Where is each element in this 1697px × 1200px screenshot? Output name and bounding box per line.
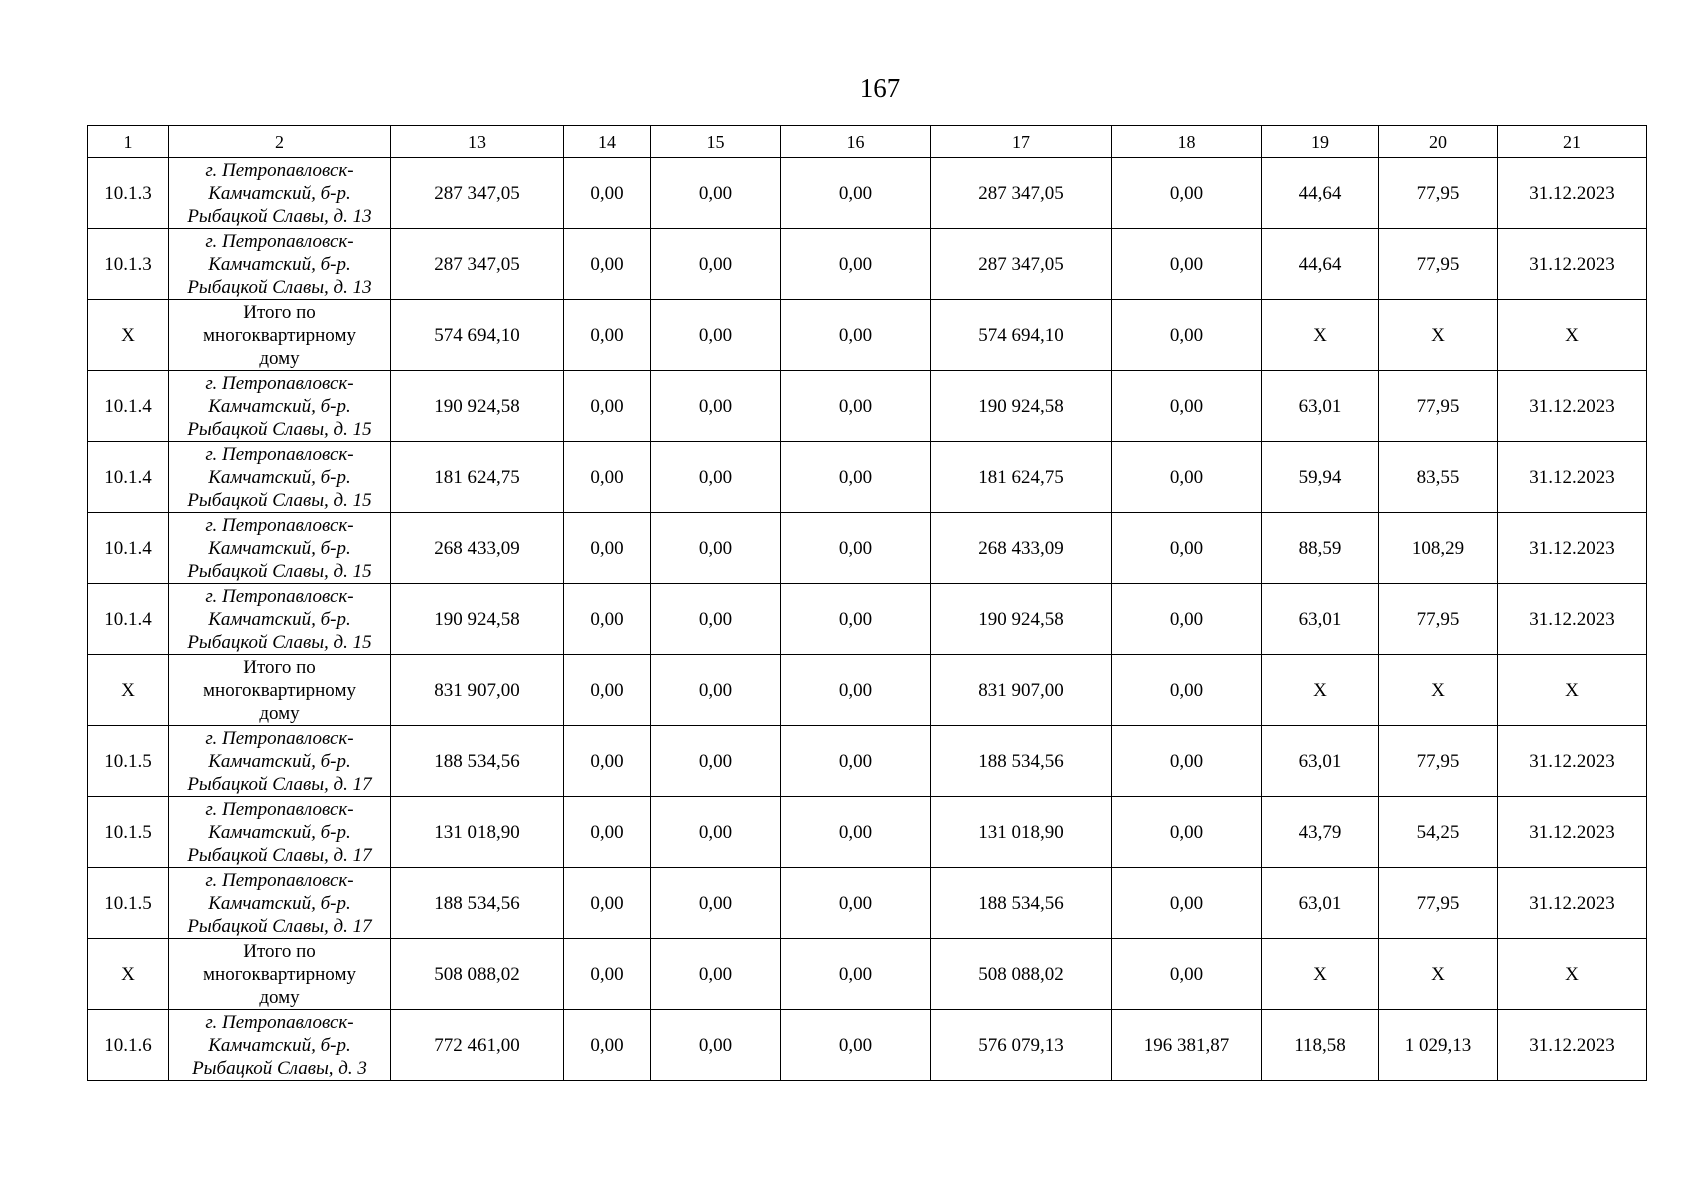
value-cell-21: 31.12.2023 <box>1498 726 1647 797</box>
value-cell-13: 190 924,58 <box>391 371 564 442</box>
value-cell-15: 0,00 <box>651 868 781 939</box>
value-cell-13: 188 534,56 <box>391 868 564 939</box>
value-cell-20: 1 029,13 <box>1379 1010 1498 1081</box>
total-row <box>88 300 1647 371</box>
header-row <box>88 126 1647 158</box>
page-number: 167 <box>859 73 901 103</box>
value-cell-17: 181 624,75 <box>931 442 1112 513</box>
address-cell <box>169 797 391 868</box>
table-body <box>88 126 1647 1081</box>
value-cell-21: 31.12.2023 <box>1498 513 1647 584</box>
address-line: Камчатский, б-р. <box>208 466 351 488</box>
table-row <box>88 797 1647 868</box>
value-cell-21: 31.12.2023 <box>1498 797 1647 868</box>
value-cell-18: 0,00 <box>1112 584 1262 655</box>
value-cell-19: 59,94 <box>1262 442 1379 513</box>
value-cell-16: 0,00 <box>781 868 931 939</box>
address-line: многоквартирному <box>203 324 356 346</box>
value-cell-17: 190 924,58 <box>931 584 1112 655</box>
value-cell-16: 0,00 <box>781 797 931 868</box>
value-cell-16: 0,00 <box>781 655 931 726</box>
address-line: Рыбацкой Славы, д. 17 <box>187 915 372 937</box>
total-label-cell <box>169 939 391 1010</box>
value-cell-18: 0,00 <box>1112 158 1262 229</box>
address-line: Рыбацкой Славы, д. 17 <box>187 844 372 866</box>
row-code-cell: 10.1.5 <box>88 726 169 797</box>
address-cell <box>169 513 391 584</box>
column-header: 18 <box>1112 126 1262 158</box>
address-line: г. Петропавловск- <box>205 230 354 252</box>
value-cell-21: 31.12.2023 <box>1498 229 1647 300</box>
value-cell-21: 31.12.2023 <box>1498 868 1647 939</box>
value-cell-16: 0,00 <box>781 158 931 229</box>
table-row <box>88 158 1647 229</box>
value-cell-15: 0,00 <box>651 726 781 797</box>
address-line: Рыбацкой Славы, д. 13 <box>187 205 372 227</box>
address-line: Камчатский, б-р. <box>208 1034 351 1056</box>
column-header: 14 <box>564 126 651 158</box>
value-cell-19: 63,01 <box>1262 584 1379 655</box>
value-cell-19: 118,58 <box>1262 1010 1379 1081</box>
value-cell-17: 188 534,56 <box>931 868 1112 939</box>
address-line: многоквартирному <box>203 963 356 985</box>
row-code-cell: 10.1.4 <box>88 584 169 655</box>
value-cell-16: 0,00 <box>781 513 931 584</box>
total-label-cell <box>169 655 391 726</box>
value-cell-16: 0,00 <box>781 229 931 300</box>
value-cell-13: 268 433,09 <box>391 513 564 584</box>
address-line: Рыбацкой Славы, д. 3 <box>192 1057 367 1079</box>
column-header: 2 <box>169 126 391 158</box>
column-header: 1 <box>88 126 169 158</box>
value-cell-17: 287 347,05 <box>931 158 1112 229</box>
row-code-cell: 10.1.3 <box>88 158 169 229</box>
value-cell-14: 0,00 <box>564 158 651 229</box>
value-cell-17: 131 018,90 <box>931 797 1112 868</box>
value-cell-20: 108,29 <box>1379 513 1498 584</box>
value-cell-20: 54,25 <box>1379 797 1498 868</box>
value-cell-13: 188 534,56 <box>391 726 564 797</box>
row-code-cell: X <box>88 300 169 371</box>
address-line: г. Петропавловск- <box>205 443 354 465</box>
address-line: г. Петропавловск- <box>205 869 354 891</box>
value-cell-20: 77,95 <box>1379 868 1498 939</box>
value-cell-19: 43,79 <box>1262 797 1379 868</box>
value-cell-15: 0,00 <box>651 1010 781 1081</box>
address-line: Рыбацкой Славы, д. 15 <box>187 489 372 511</box>
value-cell-14: 0,00 <box>564 300 651 371</box>
total-label-cell <box>169 300 391 371</box>
value-cell-15: 0,00 <box>651 300 781 371</box>
data-table <box>87 125 1647 1081</box>
value-cell-20: 77,95 <box>1379 158 1498 229</box>
value-cell-20: 77,95 <box>1379 584 1498 655</box>
value-cell-14: 0,00 <box>564 726 651 797</box>
value-cell-13: 287 347,05 <box>391 158 564 229</box>
value-cell-20: 77,95 <box>1379 726 1498 797</box>
value-cell-14: 0,00 <box>564 584 651 655</box>
value-cell-17: 576 079,13 <box>931 1010 1112 1081</box>
total-row <box>88 939 1647 1010</box>
address-cell <box>169 868 391 939</box>
table-row <box>88 584 1647 655</box>
value-cell-16: 0,00 <box>781 726 931 797</box>
address-line: Камчатский, б-р. <box>208 182 351 204</box>
value-cell-21: 31.12.2023 <box>1498 584 1647 655</box>
row-code-cell: X <box>88 655 169 726</box>
value-cell-14: 0,00 <box>564 939 651 1010</box>
value-cell-15: 0,00 <box>651 371 781 442</box>
column-header: 21 <box>1498 126 1647 158</box>
value-cell-17: 831 907,00 <box>931 655 1112 726</box>
column-header: 20 <box>1379 126 1498 158</box>
value-cell-21: 31.12.2023 <box>1498 158 1647 229</box>
row-code-cell: 10.1.4 <box>88 513 169 584</box>
column-header: 16 <box>781 126 931 158</box>
value-cell-18: 0,00 <box>1112 300 1262 371</box>
value-cell-19: 44,64 <box>1262 229 1379 300</box>
value-cell-13: 574 694,10 <box>391 300 564 371</box>
table-row <box>88 868 1647 939</box>
value-cell-15: 0,00 <box>651 584 781 655</box>
address-line: Итого по <box>243 656 316 678</box>
value-cell-14: 0,00 <box>564 513 651 584</box>
value-cell-18: 0,00 <box>1112 513 1262 584</box>
address-cell <box>169 584 391 655</box>
value-cell-18: 0,00 <box>1112 655 1262 726</box>
address-line: Итого по <box>243 301 316 323</box>
value-cell-17: 268 433,09 <box>931 513 1112 584</box>
value-cell-18: 0,00 <box>1112 229 1262 300</box>
value-cell-13: 287 347,05 <box>391 229 564 300</box>
total-row <box>88 655 1647 726</box>
address-line: Итого по <box>243 940 316 962</box>
address-line: Рыбацкой Славы, д. 15 <box>187 560 372 582</box>
value-cell-19: X <box>1262 939 1379 1010</box>
value-cell-15: 0,00 <box>651 229 781 300</box>
value-cell-14: 0,00 <box>564 1010 651 1081</box>
value-cell-20: 77,95 <box>1379 229 1498 300</box>
value-cell-14: 0,00 <box>564 229 651 300</box>
row-code-cell: 10.1.5 <box>88 797 169 868</box>
value-cell-21: X <box>1498 939 1647 1010</box>
address-line: г. Петропавловск- <box>205 585 354 607</box>
row-code-cell: 10.1.3 <box>88 229 169 300</box>
address-line: Камчатский, б-р. <box>208 821 351 843</box>
value-cell-20: X <box>1379 655 1498 726</box>
value-cell-14: 0,00 <box>564 371 651 442</box>
address-line: г. Петропавловск- <box>205 514 354 536</box>
value-cell-20: 77,95 <box>1379 371 1498 442</box>
value-cell-15: 0,00 <box>651 939 781 1010</box>
value-cell-16: 0,00 <box>781 442 931 513</box>
table-row <box>88 513 1647 584</box>
address-line: г. Петропавловск- <box>205 727 354 749</box>
table-row <box>88 371 1647 442</box>
value-cell-15: 0,00 <box>651 797 781 868</box>
address-cell <box>169 371 391 442</box>
value-cell-14: 0,00 <box>564 655 651 726</box>
address-line: Рыбацкой Славы, д. 13 <box>187 276 372 298</box>
value-cell-21: 31.12.2023 <box>1498 1010 1647 1081</box>
row-code-cell: 10.1.4 <box>88 371 169 442</box>
value-cell-18: 0,00 <box>1112 797 1262 868</box>
value-cell-16: 0,00 <box>781 371 931 442</box>
address-line: Камчатский, б-р. <box>208 253 351 275</box>
value-cell-21: X <box>1498 655 1647 726</box>
address-line: г. Петропавловск- <box>205 798 354 820</box>
table-row <box>88 1010 1647 1081</box>
address-line: Камчатский, б-р. <box>208 395 351 417</box>
value-cell-15: 0,00 <box>651 442 781 513</box>
row-code-cell: 10.1.6 <box>88 1010 169 1081</box>
value-cell-13: 508 088,02 <box>391 939 564 1010</box>
address-line: Камчатский, б-р. <box>208 608 351 630</box>
address-line: дому <box>259 986 300 1008</box>
value-cell-19: 63,01 <box>1262 726 1379 797</box>
value-cell-15: 0,00 <box>651 655 781 726</box>
address-line: Камчатский, б-р. <box>208 537 351 559</box>
value-cell-18: 0,00 <box>1112 868 1262 939</box>
row-code-cell: 10.1.4 <box>88 442 169 513</box>
value-cell-14: 0,00 <box>564 868 651 939</box>
value-cell-19: X <box>1262 300 1379 371</box>
address-cell <box>169 158 391 229</box>
value-cell-19: 88,59 <box>1262 513 1379 584</box>
value-cell-20: X <box>1379 939 1498 1010</box>
value-cell-18: 0,00 <box>1112 726 1262 797</box>
address-cell <box>169 726 391 797</box>
address-line: г. Петропавловск- <box>205 372 354 394</box>
value-cell-18: 0,00 <box>1112 939 1262 1010</box>
value-cell-14: 0,00 <box>564 797 651 868</box>
value-cell-17: 190 924,58 <box>931 371 1112 442</box>
value-cell-19: X <box>1262 655 1379 726</box>
row-code-cell: X <box>88 939 169 1010</box>
address-line: дому <box>259 347 300 369</box>
value-cell-13: 190 924,58 <box>391 584 564 655</box>
value-cell-21: X <box>1498 300 1647 371</box>
value-cell-19: 63,01 <box>1262 371 1379 442</box>
value-cell-13: 131 018,90 <box>391 797 564 868</box>
address-line: г. Петропавловск- <box>205 159 354 181</box>
value-cell-19: 44,64 <box>1262 158 1379 229</box>
value-cell-13: 181 624,75 <box>391 442 564 513</box>
address-line: дому <box>259 702 300 724</box>
address-line: Камчатский, б-р. <box>208 750 351 772</box>
value-cell-15: 0,00 <box>651 158 781 229</box>
value-cell-16: 0,00 <box>781 939 931 1010</box>
row-code-cell: 10.1.5 <box>88 868 169 939</box>
value-cell-13: 772 461,00 <box>391 1010 564 1081</box>
value-cell-18: 0,00 <box>1112 442 1262 513</box>
value-cell-17: 508 088,02 <box>931 939 1112 1010</box>
value-cell-15: 0,00 <box>651 513 781 584</box>
value-cell-16: 0,00 <box>781 584 931 655</box>
address-line: Рыбацкой Славы, д. 15 <box>187 631 372 653</box>
value-cell-17: 574 694,10 <box>931 300 1112 371</box>
address-line: г. Петропавловск- <box>205 1011 354 1033</box>
value-cell-18: 0,00 <box>1112 371 1262 442</box>
value-cell-20: 83,55 <box>1379 442 1498 513</box>
address-cell <box>169 442 391 513</box>
address-cell <box>169 229 391 300</box>
address-line: Камчатский, б-р. <box>208 892 351 914</box>
address-line: Рыбацкой Славы, д. 17 <box>187 773 372 795</box>
value-cell-16: 0,00 <box>781 1010 931 1081</box>
table-row <box>88 442 1647 513</box>
address-cell <box>169 1010 391 1081</box>
value-cell-17: 188 534,56 <box>931 726 1112 797</box>
address-line: многоквартирному <box>203 679 356 701</box>
value-cell-21: 31.12.2023 <box>1498 442 1647 513</box>
value-cell-21: 31.12.2023 <box>1498 371 1647 442</box>
column-header: 17 <box>931 126 1112 158</box>
value-cell-14: 0,00 <box>564 442 651 513</box>
column-header: 13 <box>391 126 564 158</box>
value-cell-17: 287 347,05 <box>931 229 1112 300</box>
column-header: 19 <box>1262 126 1379 158</box>
address-line: Рыбацкой Славы, д. 15 <box>187 418 372 440</box>
value-cell-19: 63,01 <box>1262 868 1379 939</box>
value-cell-18: 196 381,87 <box>1112 1010 1262 1081</box>
value-cell-13: 831 907,00 <box>391 655 564 726</box>
value-cell-20: X <box>1379 300 1498 371</box>
table-row <box>88 229 1647 300</box>
table-row <box>88 726 1647 797</box>
column-header: 15 <box>651 126 781 158</box>
value-cell-16: 0,00 <box>781 300 931 371</box>
